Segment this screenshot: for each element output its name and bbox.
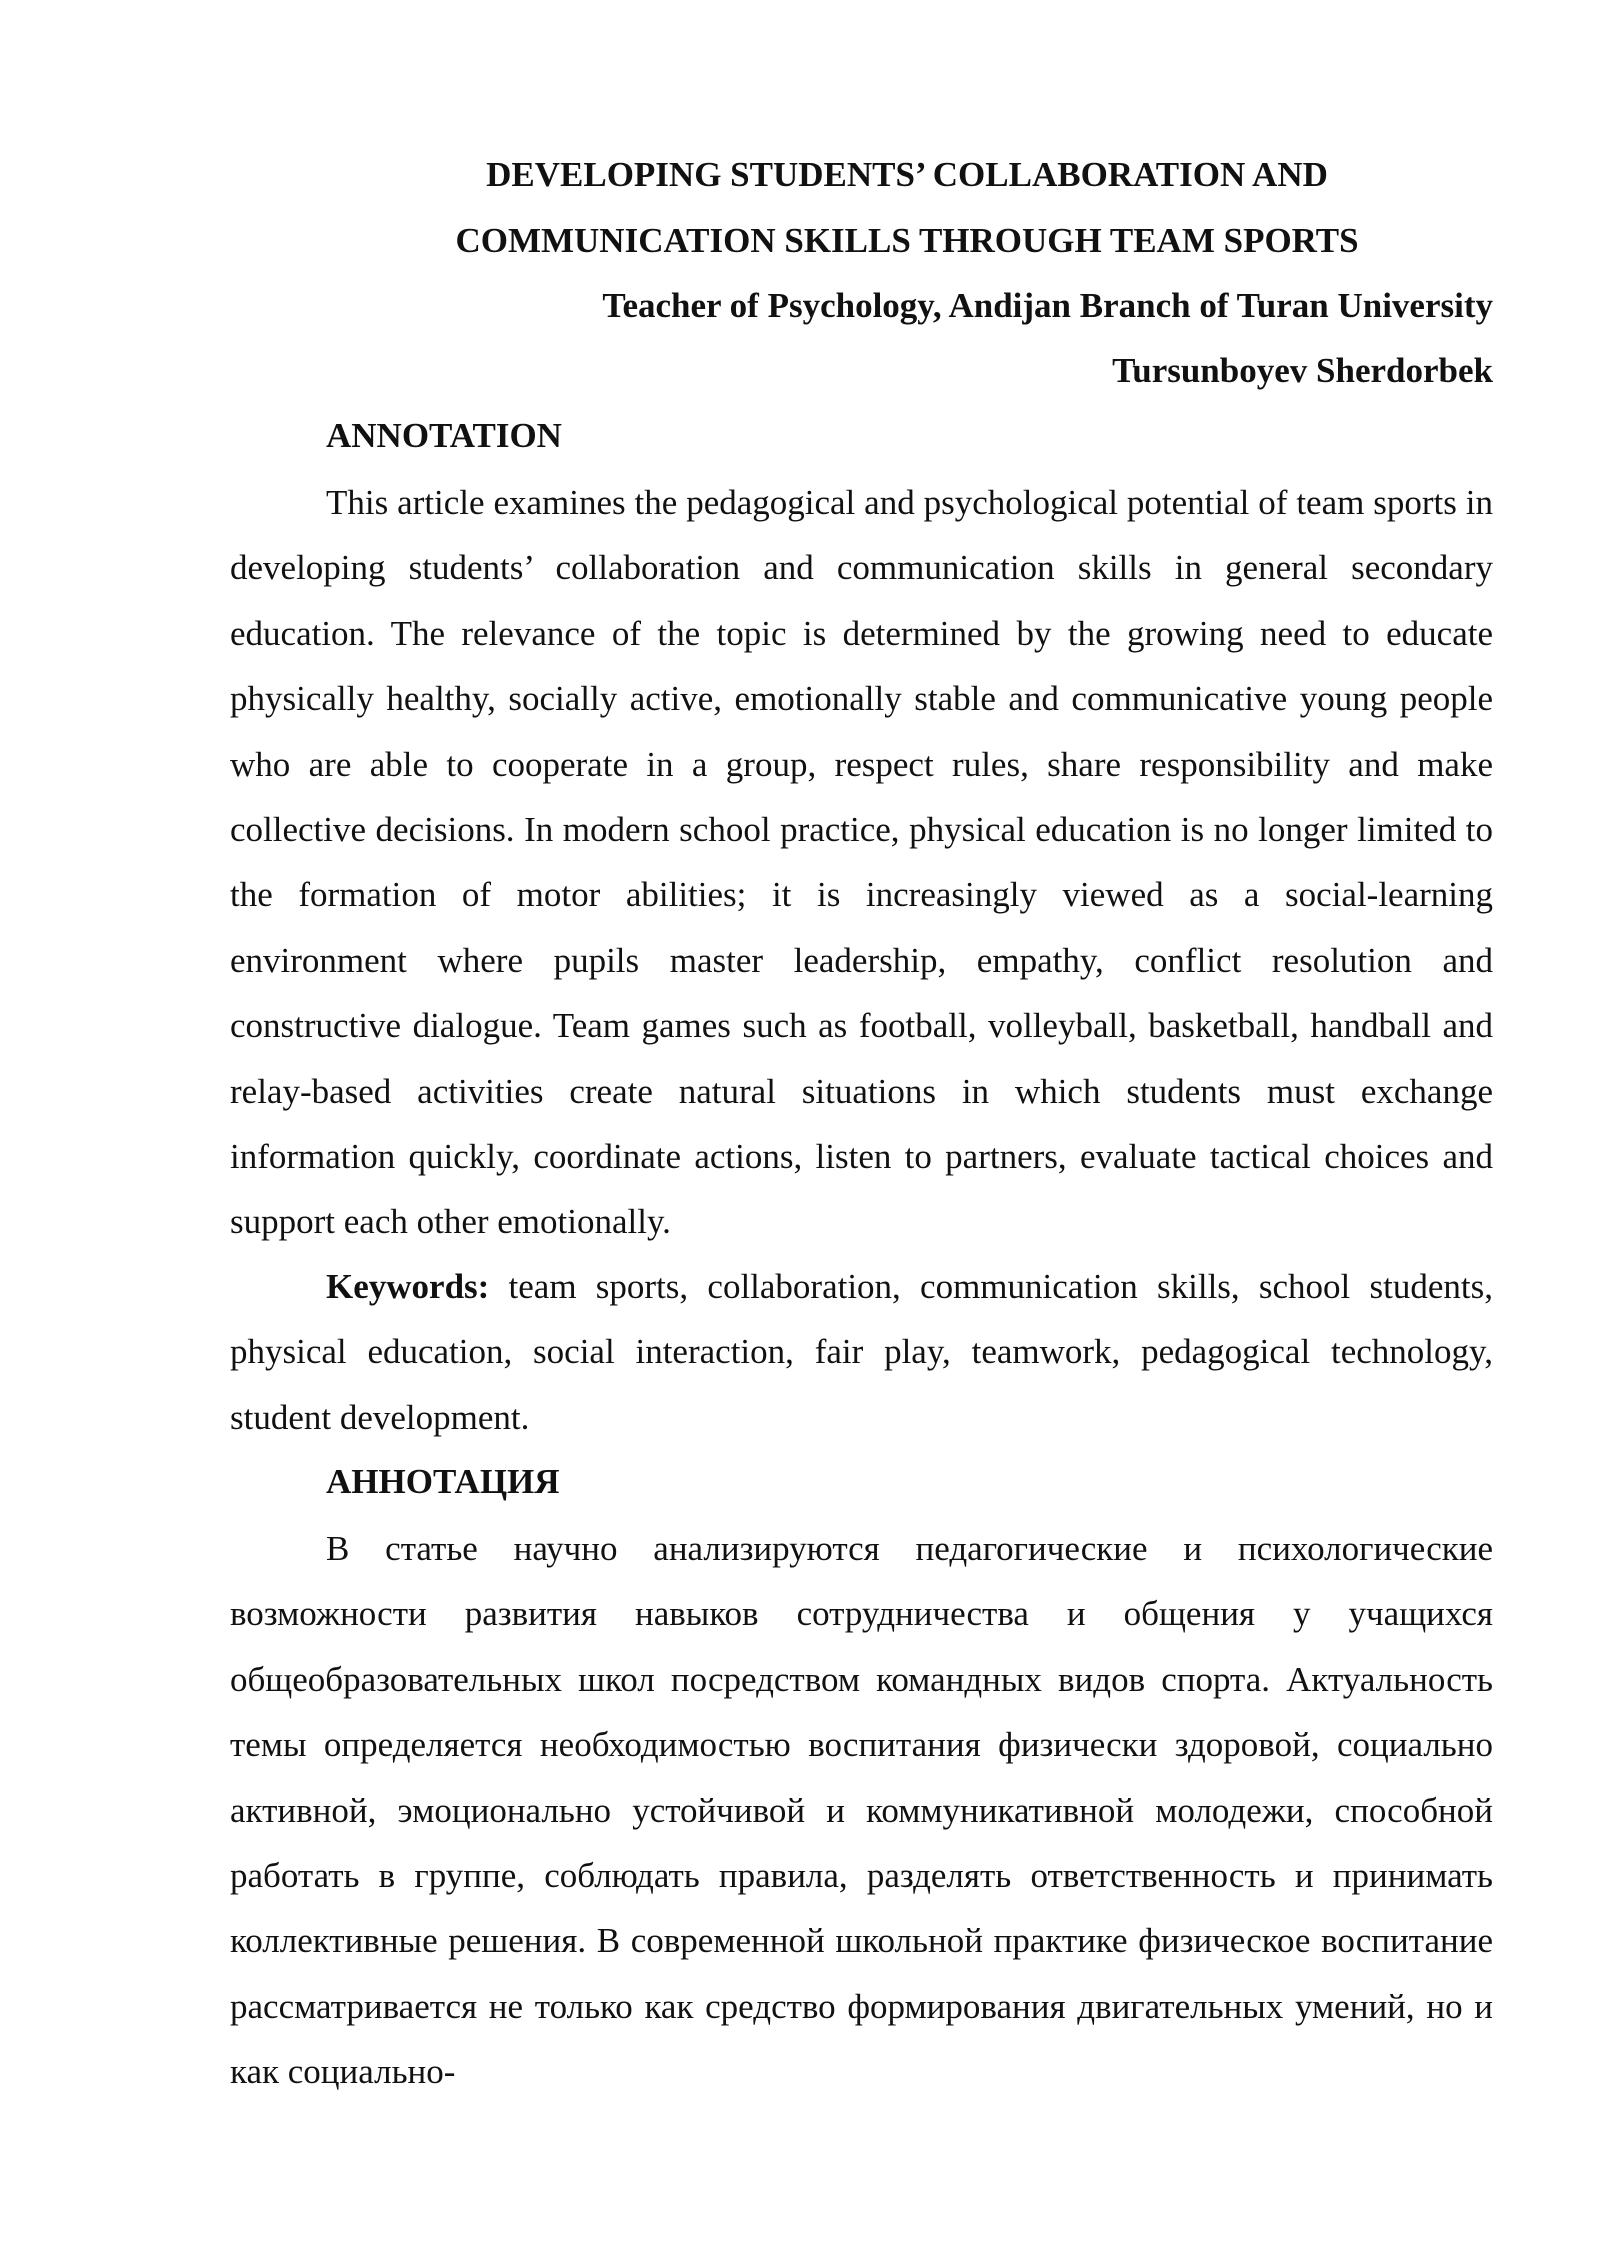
annotation-text: This article examines the pedagogical and psychological potential of team sports in developing students’ collaboration and communication skills in general secondary education. The relevance of the topic is determined by the growing need to educate physically healthy, socially active, emotionally stable and communicative young people who are able to cooperate in a group, respect rules, share responsibility and make collective decisions. In modern school practice, physical education is no longer limited to the formation of motor abilities; it is increasingly viewed as a social-learning environment where pupils master leadership, empathy, conflict resolution and constructive dialogue. Team games such as football, volleyball, basketball, handball and relay-based activities create natural situations in which students must exchange information quickly, coordinate actions, listen to partners, evaluate tactical choices and support each other emotionally.: [230, 483, 1493, 1242]
annotation-heading: ANNOTATION: [326, 416, 562, 455]
keywords-paragraph: [230, 1254, 1493, 1450]
title-line-2: COMMUNICATION SKILLS THROUGH TEAM SPORTS: [455, 221, 1359, 260]
keywords-label: Keywords:: [326, 1267, 490, 1306]
title-line-1: DEVELOPING STUDENTS’ COLLABORATION AND: [486, 155, 1328, 194]
annotation-ru-heading: АННОТАЦИЯ: [326, 1462, 560, 1501]
keywords-text: team sports, collaboration, communication skills, school students, physical education, social interaction, fair play, teamwork, pedagogical technology, student development.: [230, 1267, 1493, 1437]
annotation-ru-text: В статье научно анализируются педагогические и психологические возможности развития навыков сотрудничества и общения у учащихся общеобразовательных школ посредством командных видов спорта. Актуальность темы определяется необходимостью воспитания физически здоровой, социально активной, эмоционально устойчивой и коммуникативной молодежи, способной работать в группе, соблюдать правила, разделять ответственность и принимать коллективные решения. В современной школьной практике физическое воспитание рассматривается не только как средство формирования двигательных умений, но и как социально-: [230, 1529, 1493, 2092]
author-affiliation: Teacher of Psychology, Andijan Branch of Turan University: [602, 286, 1493, 325]
author-name: Tursunboyev Sherdorbek: [1112, 351, 1493, 390]
